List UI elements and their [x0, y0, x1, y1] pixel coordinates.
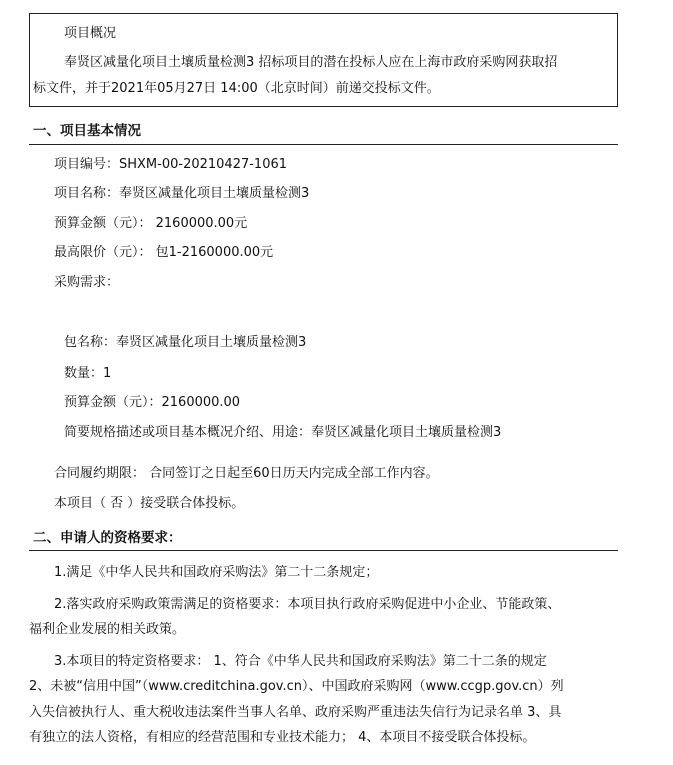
package-description: 简要规格描述或项目基本概况介绍、用途：奉贤区减量化项目土壤质量检测3: [64, 425, 502, 440]
procurement-requirements-label: 采购需求：: [54, 275, 120, 290]
qualification-item-2-line2: 福利企业发展的相关政策。: [29, 622, 186, 637]
overview-title: 项目概况: [64, 26, 117, 41]
package-quantity: 数量：1: [64, 366, 112, 381]
qualification-item-3-line3: 入失信被执行人、重大税收违法案件当事人名单、政府采购严重违法失信行为记录名单 3、具: [29, 705, 562, 720]
consortium-statement: 本项目（ 否 ）接受联合体投标。: [54, 496, 245, 511]
package-budget: 预算金额（元）：2160000.00: [64, 395, 241, 410]
section2-divider: [29, 550, 618, 551]
qualification-item-3-line1: 3.本项目的特定资格要求： 1、符合《中华人民共和国政府采购法》第二十二条的规定: [54, 654, 547, 669]
overview-text-line2: 标文件，并于2021年05月27日 14:00（北京时间）前递交投标文件。: [33, 81, 440, 96]
section2-heading: 二、申请人的资格要求：: [33, 530, 182, 546]
section1-divider: [29, 144, 618, 145]
project-number: 项目编号：SHXM-00-20210427-1061: [54, 157, 288, 172]
qualification-item-3-line2: 2、未被“信用中国”（www.creditchina.gov.cn）、中国政府采购网（www.ccgp.gov.cn）列: [29, 679, 564, 694]
qualification-item-3-line4: 有独立的法人资格，有相应的经营范围和专业技术能力； 4、本项目不接受联合体投标。: [29, 730, 536, 745]
section1-heading: 一、项目基本情况: [33, 123, 141, 139]
package-name: 包名称：奉贤区减量化项目土壤质量检测3: [64, 335, 307, 350]
max-price: 最高限价（元）： 包1-2160000.00元: [54, 245, 274, 260]
qualification-item-2-line1: 2.落实政府采购政策需满足的资格要求：本项目执行政府采购促进中小企业、节能政策、: [54, 597, 561, 612]
budget-amount: 预算金额（元）： 2160000.00元: [54, 216, 248, 231]
overview-text-line1: 奉贤区减量化项目土壤质量检测3 招标项目的潜在投标人应在上海市政府采购网获取招: [64, 55, 558, 70]
contract-period: 合同履约期限： 合同签订之日起至60日历天内完成全部工作内容。: [54, 466, 439, 481]
project-name: 项目名称：奉贤区减量化项目土壤质量检测3: [54, 186, 310, 201]
qualification-item-1: 1.满足《中华人民共和国政府采购法》第二十二条规定；: [54, 565, 379, 580]
